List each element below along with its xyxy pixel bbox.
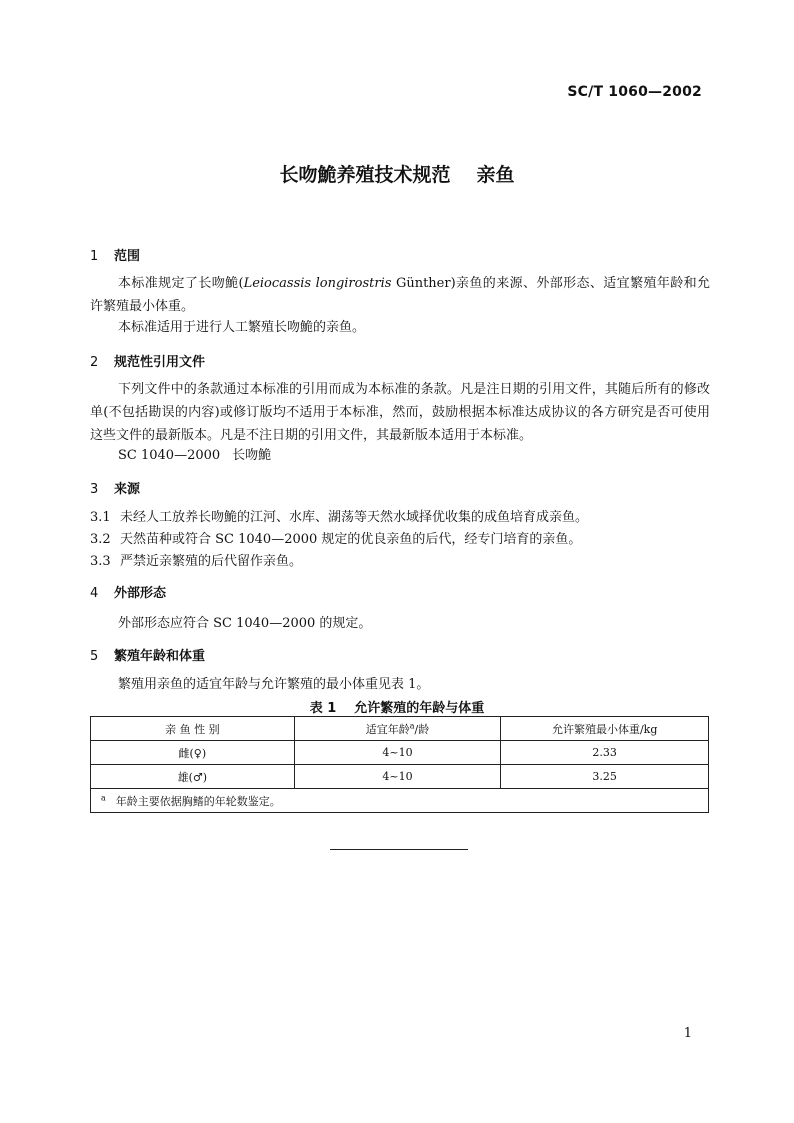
section-3-item: 3.1 未经人工放养长吻鮠的江河、水库、湖荡等天然水域择优收集的成鱼培育成亲鱼。: [90, 510, 589, 525]
section-3-item: 3.2 天然苗种或符合 SC 1040—2000 规定的优良亲鱼的后代，经专门培育的亲鱼。: [90, 532, 582, 547]
section-2-paragraph-1: 下列文件中的条款通过本标准的引用而成为本标准的条款。凡是注日期的引用文件，其随后所有的修改单(不包括勘误的内容)或修订版均不适用于本标准，然而，鼓励根据本标准达成协议的各方研究是否可使用这些文件的最新版本。凡是不注日期的引用文件，其最新版本适用于本标准。: [90, 382, 710, 443]
section-5-heading: 5 繁殖年龄和体重: [90, 649, 206, 664]
table-footnote: $^a$ 年龄主要依据胸鳍的年轮数鉴定。: [91, 789, 709, 813]
normative-reference: [118, 444, 271, 463]
breeding-table: [90, 716, 709, 813]
standard-number: SC/T 1060—2002: [567, 84, 702, 100]
table-cell: 雄(♂): [91, 765, 295, 789]
section-1-paragraph-1: 本标准规定了长吻鮠(Leiocassis longirostris Günther)亲鱼的来源、外部形态、适宜繁殖年龄和允许繁殖最小体重。: [90, 276, 711, 314]
section-2-heading: 2 规范性引用文件: [90, 355, 206, 370]
header-cell: 适宜年龄$^a$/龄: [294, 717, 501, 741]
table-row: [91, 765, 709, 789]
latin-name: Leiocassis longirostris: [243, 276, 392, 291]
section-1-paragraph-2: 本标准适用于进行人工繁殖长吻鮠的亲鱼。: [118, 320, 366, 335]
header-cell: 允许繁殖最小体重/kg: [501, 717, 709, 741]
table-cell: 4~10: [294, 765, 501, 789]
page-number: 1: [683, 1026, 692, 1041]
table-footnote-row: [91, 789, 709, 813]
table-caption: [0, 697, 794, 716]
section-1-heading: 1 范围: [90, 249, 141, 264]
table-title: 允许繁殖的年龄与体重: [354, 701, 485, 716]
table-cell: 4~10: [294, 741, 501, 765]
reference-code: SC 1040—2000: [118, 448, 221, 463]
title-main: 长吻鮠养殖技术规范: [279, 164, 451, 186]
section-5-paragraph-1: 繁殖用亲鱼的适宜年龄与允许繁殖的最小体重见表 1。: [118, 677, 430, 692]
section-3-heading: 3 来源: [90, 482, 141, 497]
table-header-row: [91, 717, 709, 741]
table-cell: 雌(♀): [91, 741, 295, 765]
end-rule: [330, 849, 468, 850]
document-title: [0, 160, 794, 187]
table-cell: 3.25: [501, 765, 709, 789]
section-3-item: 3.3 严禁近亲繁殖的后代留作亲鱼。: [90, 554, 303, 569]
section-4-heading: 4 外部形态: [90, 586, 167, 601]
table-cell: 2.33: [501, 741, 709, 765]
table-row: [91, 741, 709, 765]
reference-title: 长吻鮠: [232, 448, 272, 463]
table-number: 表 1: [309, 701, 337, 716]
title-sub: 亲鱼: [476, 164, 515, 186]
header-cell: 亲 鱼 性 别: [91, 717, 295, 741]
section-4-paragraph-1: 外部形态应符合 SC 1040—2000 的规定。: [118, 616, 372, 631]
